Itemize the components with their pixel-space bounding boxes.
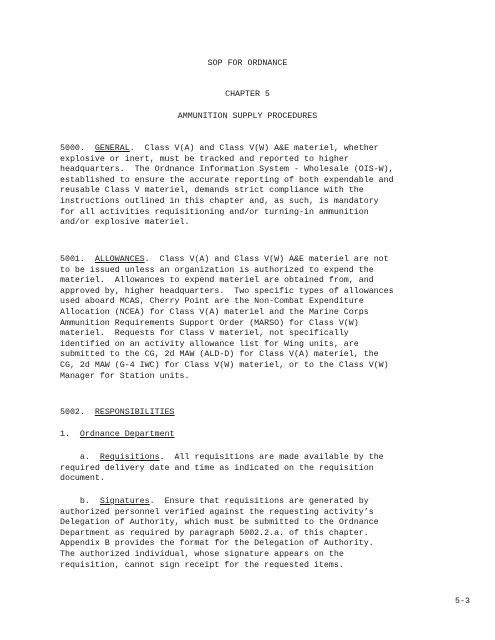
section-5001-line: materiel. Allowances to expend materiel are obtained from, and	[60, 276, 374, 286]
chapter-title: AMMUNITION SUPPLY PROCEDURES	[177, 112, 318, 121]
item-b-line: Appendix B provides the format for the Delegation of Authority.	[60, 539, 374, 549]
item-b-line: authorized personnel verified against the requesting activity’s	[60, 507, 374, 517]
section-5001-line: CG, 2d MAW (G-4 IWC) for Class V(W) materiel, or to the Class V(W)	[60, 360, 389, 370]
page-number: 5-3	[455, 597, 470, 606]
item-b-first-line	[60, 497, 460, 508]
section-5001-line: to be issued unless an organization is authorized to expend the	[60, 265, 374, 275]
section-5000-first-line	[60, 144, 460, 155]
section-5002-number: 5002.	[60, 408, 95, 417]
section-5000	[60, 144, 460, 229]
item-a-line: required delivery date and time as indicated on the requisition	[60, 463, 374, 473]
section-5000-line: headquarters. The Ordnance Information System - Wholesale (OIS-W),	[60, 165, 394, 175]
section-5001-line: used aboard MCAS, Cherry Point are the Non-Combat Expenditure	[60, 297, 364, 307]
item-a-heading: Requisitions	[99, 453, 160, 462]
section-5000-number: 5000.	[60, 144, 95, 153]
subsection-ordnance-department	[60, 430, 460, 441]
item-a-first-line-text: . All requisitions are made available by the	[159, 453, 384, 462]
subsection-heading-line	[60, 430, 460, 441]
section-5000-line: established to ensure the accurate reporting of both expendable and	[60, 175, 394, 185]
section-5001	[60, 255, 460, 382]
item-b-prefix: b.	[60, 497, 100, 506]
item-b-line: requisition, cannot sign receipt for the requested items.	[60, 560, 344, 570]
section-5001-line: Allocation (NCEA) for Class V(A) materiel and the Marine Corps	[60, 307, 369, 317]
section-5001-line: approved by, higher headquarters. Two specific types of allowances	[60, 286, 394, 296]
item-b-line: Department as required by paragraph 5002.2.a. of this chapter.	[60, 528, 369, 538]
section-5001-line: submitted to the CG, 2d MAW (ALD-D) for Class V(A) materiel, the	[60, 350, 379, 360]
section-5000-heading: GENERAL	[94, 144, 130, 153]
item-b-line: The authorized individual, whose signature appears on the	[60, 549, 344, 559]
item-a-requisitions	[60, 453, 460, 485]
section-5000-line: for all activities requisitioning and/or turning-in ammunition	[60, 207, 369, 217]
section-5002	[60, 408, 460, 419]
section-5001-line: Manager for Station units.	[60, 371, 190, 381]
subsection-number: 1.	[60, 430, 80, 439]
section-5001-line: Ammunition Requirements Support Order (MARSO) for Class V(W)	[60, 318, 359, 328]
item-a-first-line	[60, 453, 460, 464]
section-5001-line: materiel. Requests for Class V materiel, not specifically	[60, 329, 349, 339]
section-5000-line: reusable Class V materiel, demands strict compliance with the	[60, 186, 364, 196]
section-5000-line: explosive or inert, must be tracked and reported to higher	[60, 154, 349, 164]
chapter-number: CHAPTER 5	[225, 90, 270, 99]
item-b-line: Delegation of Authority, which must be submitted to the Ordnance	[60, 518, 379, 528]
section-5000-line: instructions outlined in this chapter and, as such, is mandatory	[60, 196, 379, 206]
item-b-first-line-text: . Ensure that requisitions are generated by	[149, 497, 369, 506]
subsection-heading: Ordnance Department	[79, 430, 175, 439]
section-5000-first-line-text: . Class V(A) and Class V(W) A&E materiel, whether	[129, 144, 379, 153]
section-5001-line: identified on an activity allowance list for Wing units, are	[60, 339, 359, 349]
section-5001-heading: ALLOWANCES	[94, 255, 145, 264]
item-a-prefix: a.	[60, 453, 100, 462]
section-5002-heading-line	[60, 408, 460, 419]
section-5002-heading: RESPONSIBILITIES	[94, 408, 175, 417]
item-b-heading: Signatures	[99, 497, 150, 506]
section-5001-first-line-text: . Class V(A) and Class V(W) A&E materiel are not	[144, 255, 389, 264]
section-5001-first-line	[60, 255, 460, 266]
section-5001-number: 5001.	[60, 255, 95, 264]
sop-title: SOP FOR ORDNANCE	[207, 59, 288, 68]
item-b-signatures	[60, 497, 460, 571]
item-a-line: document.	[60, 474, 105, 484]
section-5000-line: and/or explosive materiel.	[60, 218, 190, 228]
